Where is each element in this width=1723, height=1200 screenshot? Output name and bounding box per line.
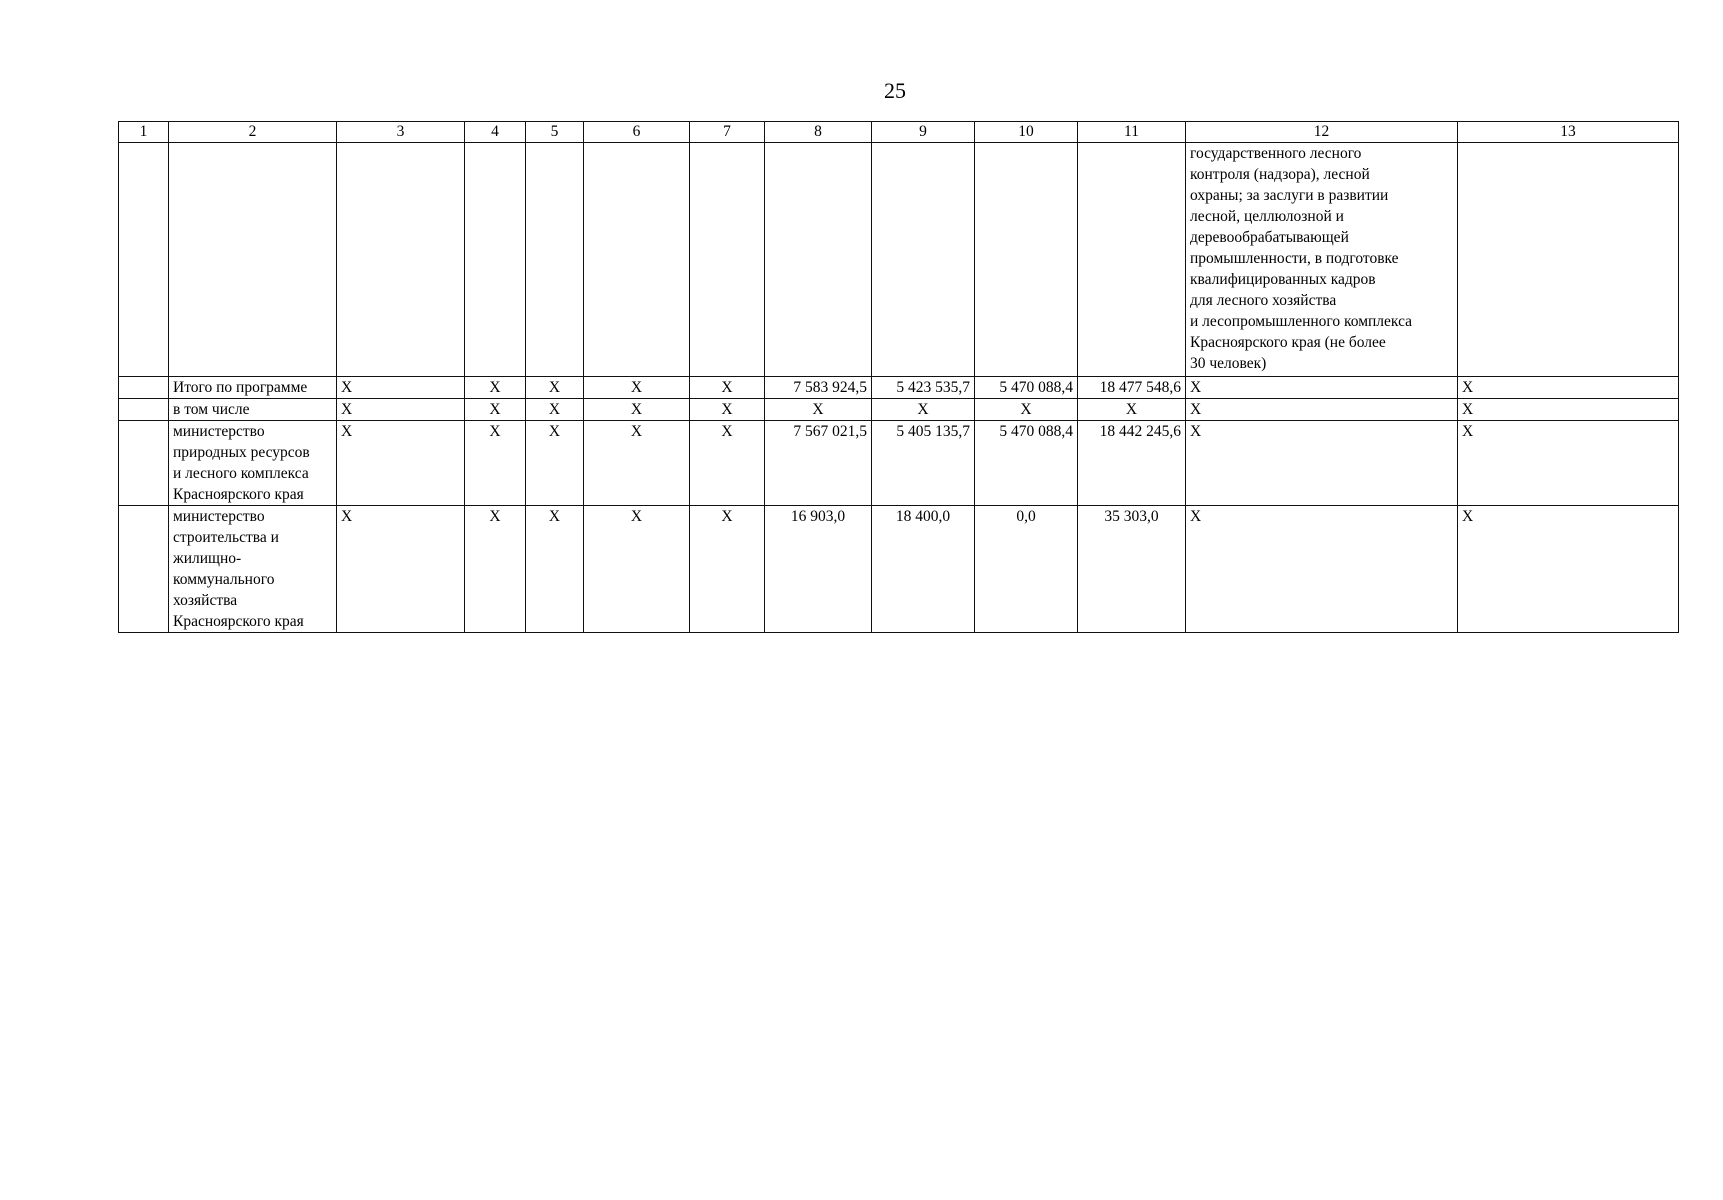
program-table-wrapper [118, 121, 1679, 633]
amount-total: 18 442 245,6 [1078, 421, 1186, 506]
column-header-2: 2 [169, 122, 337, 143]
column-header-1: 1 [119, 122, 169, 143]
table-cell: X [1186, 421, 1458, 506]
table-row-ministry-natural-resources [119, 421, 1679, 506]
table-cell: X [1458, 421, 1679, 506]
column-header-12: 12 [1186, 122, 1458, 143]
table-cell: X [584, 377, 690, 399]
table-cell [119, 506, 169, 633]
table-cell: X [337, 421, 465, 506]
amount-total: 35 303,0 [1078, 506, 1186, 633]
table-cell: X [1186, 377, 1458, 399]
amount-year-2: 5 405 135,7 [872, 421, 975, 506]
column-number-header-row [119, 122, 1679, 143]
table-cell [584, 143, 690, 377]
table-cell: X [337, 506, 465, 633]
table-cell: X [526, 399, 584, 421]
table-cell: X [584, 421, 690, 506]
table-cell: X [1186, 399, 1458, 421]
amount-year-1: 16 903,0 [765, 506, 872, 633]
column-header-10: 10 [975, 122, 1078, 143]
table-cell [872, 143, 975, 377]
continuation-row [119, 143, 1679, 377]
table-cell: X [584, 506, 690, 633]
table-cell: X [465, 421, 526, 506]
amount-year-3: 0,0 [975, 506, 1078, 633]
table-cell [119, 421, 169, 506]
column-header-4: 4 [465, 122, 526, 143]
amount-year-3: X [975, 399, 1078, 421]
table-cell [119, 143, 169, 377]
table-cell [690, 143, 765, 377]
row-name: Итого по программе [169, 377, 337, 399]
table-cell: X [584, 399, 690, 421]
table-row-including [119, 399, 1679, 421]
program-financing-table [118, 121, 1679, 633]
expected-result-continuation: государственного лесного контроля (надзора), лесной охраны; за заслуги в развитии лесной, целлюлозной и деревообрабатывающей промышленности, в подготовке квалифицированных кадров для лесного хозяйства и лесопромышленного комплекса Красноярского края (не более 30 человек) [1186, 143, 1458, 377]
amount-year-2: 18 400,0 [872, 506, 975, 633]
amount-year-2: X [872, 399, 975, 421]
table-cell: X [690, 506, 765, 633]
table-cell [1458, 143, 1679, 377]
column-header-11: 11 [1078, 122, 1186, 143]
column-header-3: 3 [337, 122, 465, 143]
row-name: министерство строительства и жилищно- коммунального хозяйства Красноярского края [169, 506, 337, 633]
table-cell [119, 399, 169, 421]
table-cell [1078, 143, 1186, 377]
table-cell: X [1186, 506, 1458, 633]
column-header-13: 13 [1458, 122, 1679, 143]
table-cell [465, 143, 526, 377]
row-name: в том числе [169, 399, 337, 421]
table-cell [975, 143, 1078, 377]
amount-total: 18 477 548,6 [1078, 377, 1186, 399]
table-cell: X [690, 377, 765, 399]
table-cell: X [526, 421, 584, 506]
table-cell: X [337, 399, 465, 421]
table-cell: X [465, 377, 526, 399]
table-cell [119, 377, 169, 399]
amount-year-1: X [765, 399, 872, 421]
column-header-9: 9 [872, 122, 975, 143]
amount-year-1: 7 567 021,5 [765, 421, 872, 506]
table-cell [169, 143, 337, 377]
amount-year-1: 7 583 924,5 [765, 377, 872, 399]
table-cell [526, 143, 584, 377]
column-header-6: 6 [584, 122, 690, 143]
table-row-ministry-construction [119, 506, 1679, 633]
table-cell: X [465, 506, 526, 633]
table-cell: X [1458, 377, 1679, 399]
table-cell: X [465, 399, 526, 421]
column-header-7: 7 [690, 122, 765, 143]
table-row-total [119, 377, 1679, 399]
table-cell: X [690, 399, 765, 421]
table-cell: X [1458, 399, 1679, 421]
amount-year-3: 5 470 088,4 [975, 377, 1078, 399]
table-cell: X [1458, 506, 1679, 633]
amount-year-2: 5 423 535,7 [872, 377, 975, 399]
amount-year-3: 5 470 088,4 [975, 421, 1078, 506]
table-cell [765, 143, 872, 377]
table-cell: X [526, 377, 584, 399]
amount-total: X [1078, 399, 1186, 421]
column-header-5: 5 [526, 122, 584, 143]
table-cell [337, 143, 465, 377]
table-cell: X [526, 506, 584, 633]
row-name: министерство природных ресурсов и лесного комплекса Красноярского края [169, 421, 337, 506]
table-cell: X [337, 377, 465, 399]
column-header-8: 8 [765, 122, 872, 143]
table-cell: X [690, 421, 765, 506]
page-number: 25 [884, 78, 906, 103]
